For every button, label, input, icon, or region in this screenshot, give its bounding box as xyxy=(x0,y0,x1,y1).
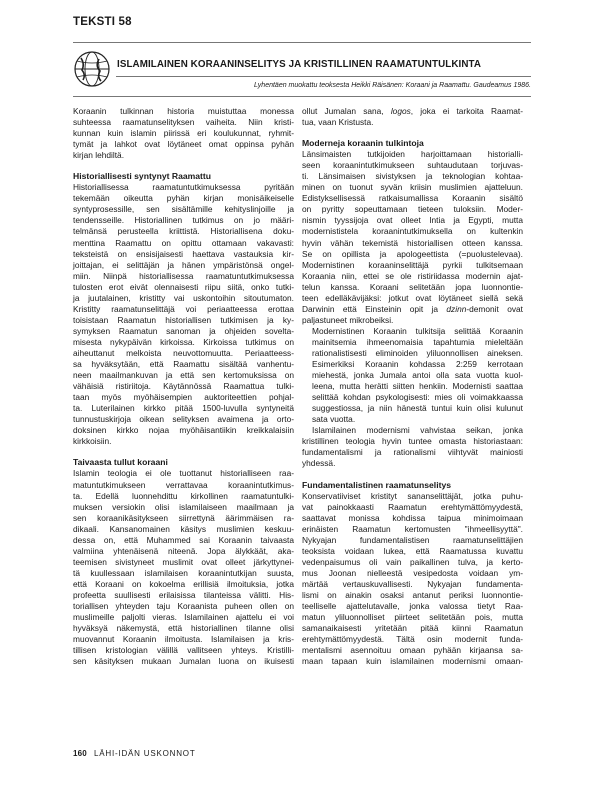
intro-paragraph xyxy=(73,106,294,161)
text-line: ta. Luterilainen kirkko pitää 1500-luvulla syntyneitä xyxy=(73,403,294,414)
text-line: suggestiossa, ja niin hänestä tuntui kuin olisi kulunut xyxy=(312,403,523,414)
text-line: erehtymättömyydestä. Tältä osin modernit funda- xyxy=(302,634,523,645)
text-line: matun yliluonnolliset piirteet selitetään pois, mutta xyxy=(302,612,523,623)
text-line: symyksen Raamatun sanoman ja ohjeiden sovelta- xyxy=(73,325,294,336)
text-line: neen maailmankuvan ja että sen kertomuksissa on xyxy=(73,370,294,381)
text-line: kunnan kuin islamin piirissä eri koulukunnat, ryhmit- xyxy=(73,128,294,139)
text-line: profeetta suullisesti erilaisissa tilanteissa välitti. His- xyxy=(73,589,294,600)
text-line: Edistyksellisessä ratkaisumallissa Koraanin sisältö xyxy=(302,193,523,204)
text-line: valmiina yhtenäisenä niteenä. Jopa älykkäät, aka- xyxy=(73,545,294,556)
text-line: dessa on, että Muhammed sai Koraanin taivaasta xyxy=(73,534,294,545)
text-line: menttina Raamattu on opittu ottamaan vakavasti: xyxy=(73,237,294,248)
paragraph-modern-darwin: Darwinin että Einsteinin opit ja dzinn-demonit ovat xyxy=(302,303,523,314)
text-line: Se on opillista ja apologeettista (=puolustelevaa). xyxy=(302,248,523,259)
text-line: sa hyväksytään, että Raamattu sisältää vanhentu- xyxy=(73,359,294,370)
paragraph-modern-b xyxy=(302,315,523,326)
text-line: mainitsemia ihmeenomaisia tapahtumia mieleltään xyxy=(312,336,523,347)
text-line: selittää kohdan psykologisesti: mies oli voimakkaassa xyxy=(312,392,523,403)
text-line: Esimerkiksi Koraanin kohdassa 2:259 kerrotaan xyxy=(312,359,523,370)
text-line: tunnustuskirjoja oikean selityksen avaimena ja orto- xyxy=(73,414,294,425)
text-line: muovannut Koraanin ilmoitusta. Islamilaisen ja kris- xyxy=(73,634,294,645)
text-number-label: TEKSTI 58 xyxy=(73,16,132,28)
left-column xyxy=(73,106,294,667)
text-line: telmänsä perusteella kriittistä. Historiallisena doku- xyxy=(73,226,294,237)
text-line: vähäisiä ristiriitoja. Käytännössä Raamattua tulki- xyxy=(73,381,294,392)
text-line: Modernistinen Koraanin tulkitsija selittää Koraanin xyxy=(312,325,523,336)
text-line: Nykyajan fundamentalistisen raamatunselittäjien xyxy=(302,534,523,545)
paragraph-koran xyxy=(73,468,294,667)
text-line: muksen versiokin olisi islamilaiseen maailmaan ja xyxy=(73,501,294,512)
text-line: paljastuneet mikrobeiksi. xyxy=(302,314,394,325)
text-line: tulosten erot eivät olennaisesti riipu siitä, onko tutki- xyxy=(73,281,294,292)
text-line: nismin tyyssijoja ovat olleet Intia ja Egypti, mutta xyxy=(302,215,523,226)
text-line: sen käsityksen mukaan Jumalan luona on ikuisesti xyxy=(73,656,294,667)
text-line: on pyritty sopeuttamaan tieteen tuloksiin. Moder- xyxy=(302,204,523,215)
text-line: teen edelläkävijäksi: jotkut ovat löytäneet siellä sekä xyxy=(302,292,523,303)
text-line: aiheuttanut melkoista neuvottomuutta. Periaatteess- xyxy=(73,347,294,358)
text-line: matuntutkimukseen verrattavaa koraanintutkimus- xyxy=(73,479,294,490)
text-line: hyväksyä näkemystä, että historiallinen tilanne olisi xyxy=(73,623,294,634)
text-line: toriallisen yhteyden taju Koraanista puheen ollen on xyxy=(73,601,294,612)
text-line: toisistaan Raamatun historiallisen tutkimisen ja ky- xyxy=(73,314,294,325)
text-line: Koraania niin, ettei se ole ristiriidassa modernin ajat- xyxy=(302,270,523,281)
text-line: rationalistisesti eliminoiden yliluonnollisen aineksen. xyxy=(312,347,523,358)
text-line: yhdessä. xyxy=(302,458,336,469)
section-heading-fundamentalist: Fundamentalistinen raamatunselitys xyxy=(302,479,451,490)
text-line: erinäisten Raamatun kertomusten "ihmeellisyyttä". xyxy=(302,523,523,534)
text-line: sen koraanikäsitykseen siirrettynä äärimmäisen ra- xyxy=(73,512,294,523)
text-line: fundamentalismi ja rationalismi viihtyvät mainiosti xyxy=(302,447,523,458)
section-heading-historical: Historiallisesti syntynyt Raamattu xyxy=(73,171,212,182)
source-book: Koraani ja Raamattu xyxy=(405,82,470,89)
source-note: Lyhentäen muokattu teoksesta Heikki Räisänen: Koraani ja Raamattu. Gaudeamus 1986. xyxy=(254,82,531,89)
continuation-paragraph: ollut Jumalan sana, logos, joka ei tarkoita Raamat- tua, vaan Kristusta. xyxy=(302,106,524,128)
text-line: taan myös myöhäisempien auktoriteettien pohjal- xyxy=(73,392,294,403)
text-line: teksteistä on ensisijaisesti haettava vastauksia kir- xyxy=(73,248,294,259)
text-line: miin. Niinpä historiallisessa raamatuntutkimuksessa xyxy=(73,270,294,281)
globe-icon xyxy=(73,50,111,88)
text-line: seen koraanintutkimukseen suhtaudutaan torjuvas- xyxy=(302,160,523,171)
text-line: hyvin vähän tekemistä historiallisen otteen kanssa. xyxy=(302,237,523,248)
text-line: misesta nykypäivän kirkoissa. Kirkoissa tutkimus on xyxy=(73,336,294,347)
text-line: samanaikaisesti yritetään pitää kiinni Raamatun xyxy=(302,623,523,634)
text-line: mentalismi asennoituu omaan pyhään kirjaansa sa- xyxy=(302,645,523,656)
paragraph-modern-a xyxy=(302,149,523,304)
section-title: LÄHI-IDÄN USKONNOT xyxy=(93,749,196,758)
text-line: lismi on ainakin osaksi antanut periksi luonnontie- xyxy=(302,589,523,600)
text-line: joittajan, ei selittäjän ja hänen ympäristönsä ongel- xyxy=(73,259,294,270)
text-line: vat painokkaasti Raamatun erehtymättömyydestä, xyxy=(302,501,523,512)
text-line: Kristitty raamatunselittäjä voi periaatteessa erottaa xyxy=(73,303,294,314)
text-line: teelliselle ajattelutavalle, jonka valossa tietyt Raa- xyxy=(302,601,523,612)
text-line: saattavat monissa kohdissa taipua minimoimaan xyxy=(302,512,523,523)
text-line: telun kanssa. Koraani selitetään jopa luonnontie- xyxy=(302,281,523,292)
paragraph-historical xyxy=(73,182,294,447)
text-line: ta. Edellä luonnehdittu kirkollinen raamatuntulki- xyxy=(73,490,294,501)
text-line: kirkkoisiin. xyxy=(73,436,112,447)
page-footer xyxy=(73,749,196,758)
text-line: Koraanin tulkinnan historia muistuttaa monessa xyxy=(73,106,294,116)
text-line: Länsimaisten tutkijoiden harjoittamaan historialli- xyxy=(302,149,523,160)
text-line: tymät ja lahkot ovat löytäneet omat oppinsa pyhän xyxy=(73,139,294,150)
text-line: modernististela koraanintutkimuksella on kultenkin xyxy=(302,226,523,237)
paragraph-modern-c xyxy=(302,326,523,425)
text-line: tendensseille. Historiallinen tutkimus on jo määri- xyxy=(73,215,294,226)
text-line: teemisen sivistyneet muslimit ovat olleet järkyttynei- xyxy=(73,556,294,567)
text-line: ti. Länsimaisen sivistyksen ja teknologian kohtaa- xyxy=(302,171,523,182)
section-heading-modern: Moderneja koraanin tulkintoja xyxy=(302,138,424,149)
text-line: syntyprosessille, sen sisältämille kehityslinjoille ja xyxy=(73,204,294,215)
text-line: Modernistinen koraaninselittäjä pyrkii tulkitsemaan xyxy=(302,259,523,270)
section-heading-koran: Taivaasta tullut koraani xyxy=(73,457,168,468)
title-divider xyxy=(116,76,531,77)
text-line: muslimeille paljolti vieras. Islamilainen ajattelu ei voi xyxy=(73,612,294,623)
top-divider xyxy=(73,42,531,43)
text-line: että Koraani on kokoelma erillisiä ilmoituksia, jotka xyxy=(73,578,294,589)
right-column xyxy=(302,106,523,667)
text-line: märtää vertauskuvallisesti. Nykyajan fundamenta- xyxy=(302,578,523,589)
text-line: miehestä, jonka Jumala antoi olla sata vuotta kuol- xyxy=(312,370,523,381)
text-line: tillisen kristologian välillä vallitseen yhteys. Kristilli- xyxy=(73,645,294,656)
text-line: Konservatiiviset kristityt sananselittäjät, jotka puhu- xyxy=(302,490,523,501)
text-line: mus Joonan nielleestä vesipedosta voidaan ym- xyxy=(302,567,523,578)
text-line: suhteessa raamatunselityksen vaiheita. Niin kristi- xyxy=(73,117,294,128)
paragraph-fundamentalist xyxy=(302,491,523,668)
text-line: kristillinen teologia hyvin tuntee omasta historiastaan: xyxy=(302,436,523,447)
paragraph-modern-d xyxy=(302,425,523,469)
text-line: vedenpaisumus oli vain paikallinen tulva, ja kerto- xyxy=(302,556,523,567)
text-line: maan tapaan kuin islamilainen modernismi omaan- xyxy=(302,656,523,667)
header-bottom-divider xyxy=(73,96,531,97)
text-line: tä kuullessaan islamilaisen koraanintutkijan suusta, xyxy=(73,567,294,578)
text-line: Islamilainen modernismi vahvistaa seikan, jonka xyxy=(312,425,523,436)
text-line: minen on tuonut syvän kriisin muslimien ajatteluun. xyxy=(302,182,523,193)
text-line: tekemään oikeutta pyhän kirjan monisäikeiselle xyxy=(73,193,294,204)
text-line: teoksista voidaan lukea, että Raamatussa kuvattu xyxy=(302,545,523,556)
text-line: doksinen kirkko nojaa myöhäisantiikin kreikkalaisiin xyxy=(73,425,294,436)
text-line: sata vuotta. xyxy=(312,414,356,425)
text-line: kirjan lehdiltä. xyxy=(73,150,125,161)
text-line: dikaali. Kansanomainen käsitys muslimien keskuu- xyxy=(73,523,294,534)
text-line: Historiallisessa raamatuntutkimuksessa pyritään xyxy=(73,182,294,193)
text-line: ja juutalainen, kristitty vai uskontoihin sitoutumaton. xyxy=(73,292,294,303)
article-title: ISLAMILAINEN KORAANINSELITYS JA KRISTILLINEN RAAMATUNTULKINTA xyxy=(117,59,482,70)
text-line: Islamin teologia ei ole tuottanut historialliseen raa- xyxy=(73,468,294,479)
text-line: leena, mutta herätti siitten henkiin. Modernisti saattaa xyxy=(312,381,523,392)
page-number: 160 xyxy=(73,749,87,758)
